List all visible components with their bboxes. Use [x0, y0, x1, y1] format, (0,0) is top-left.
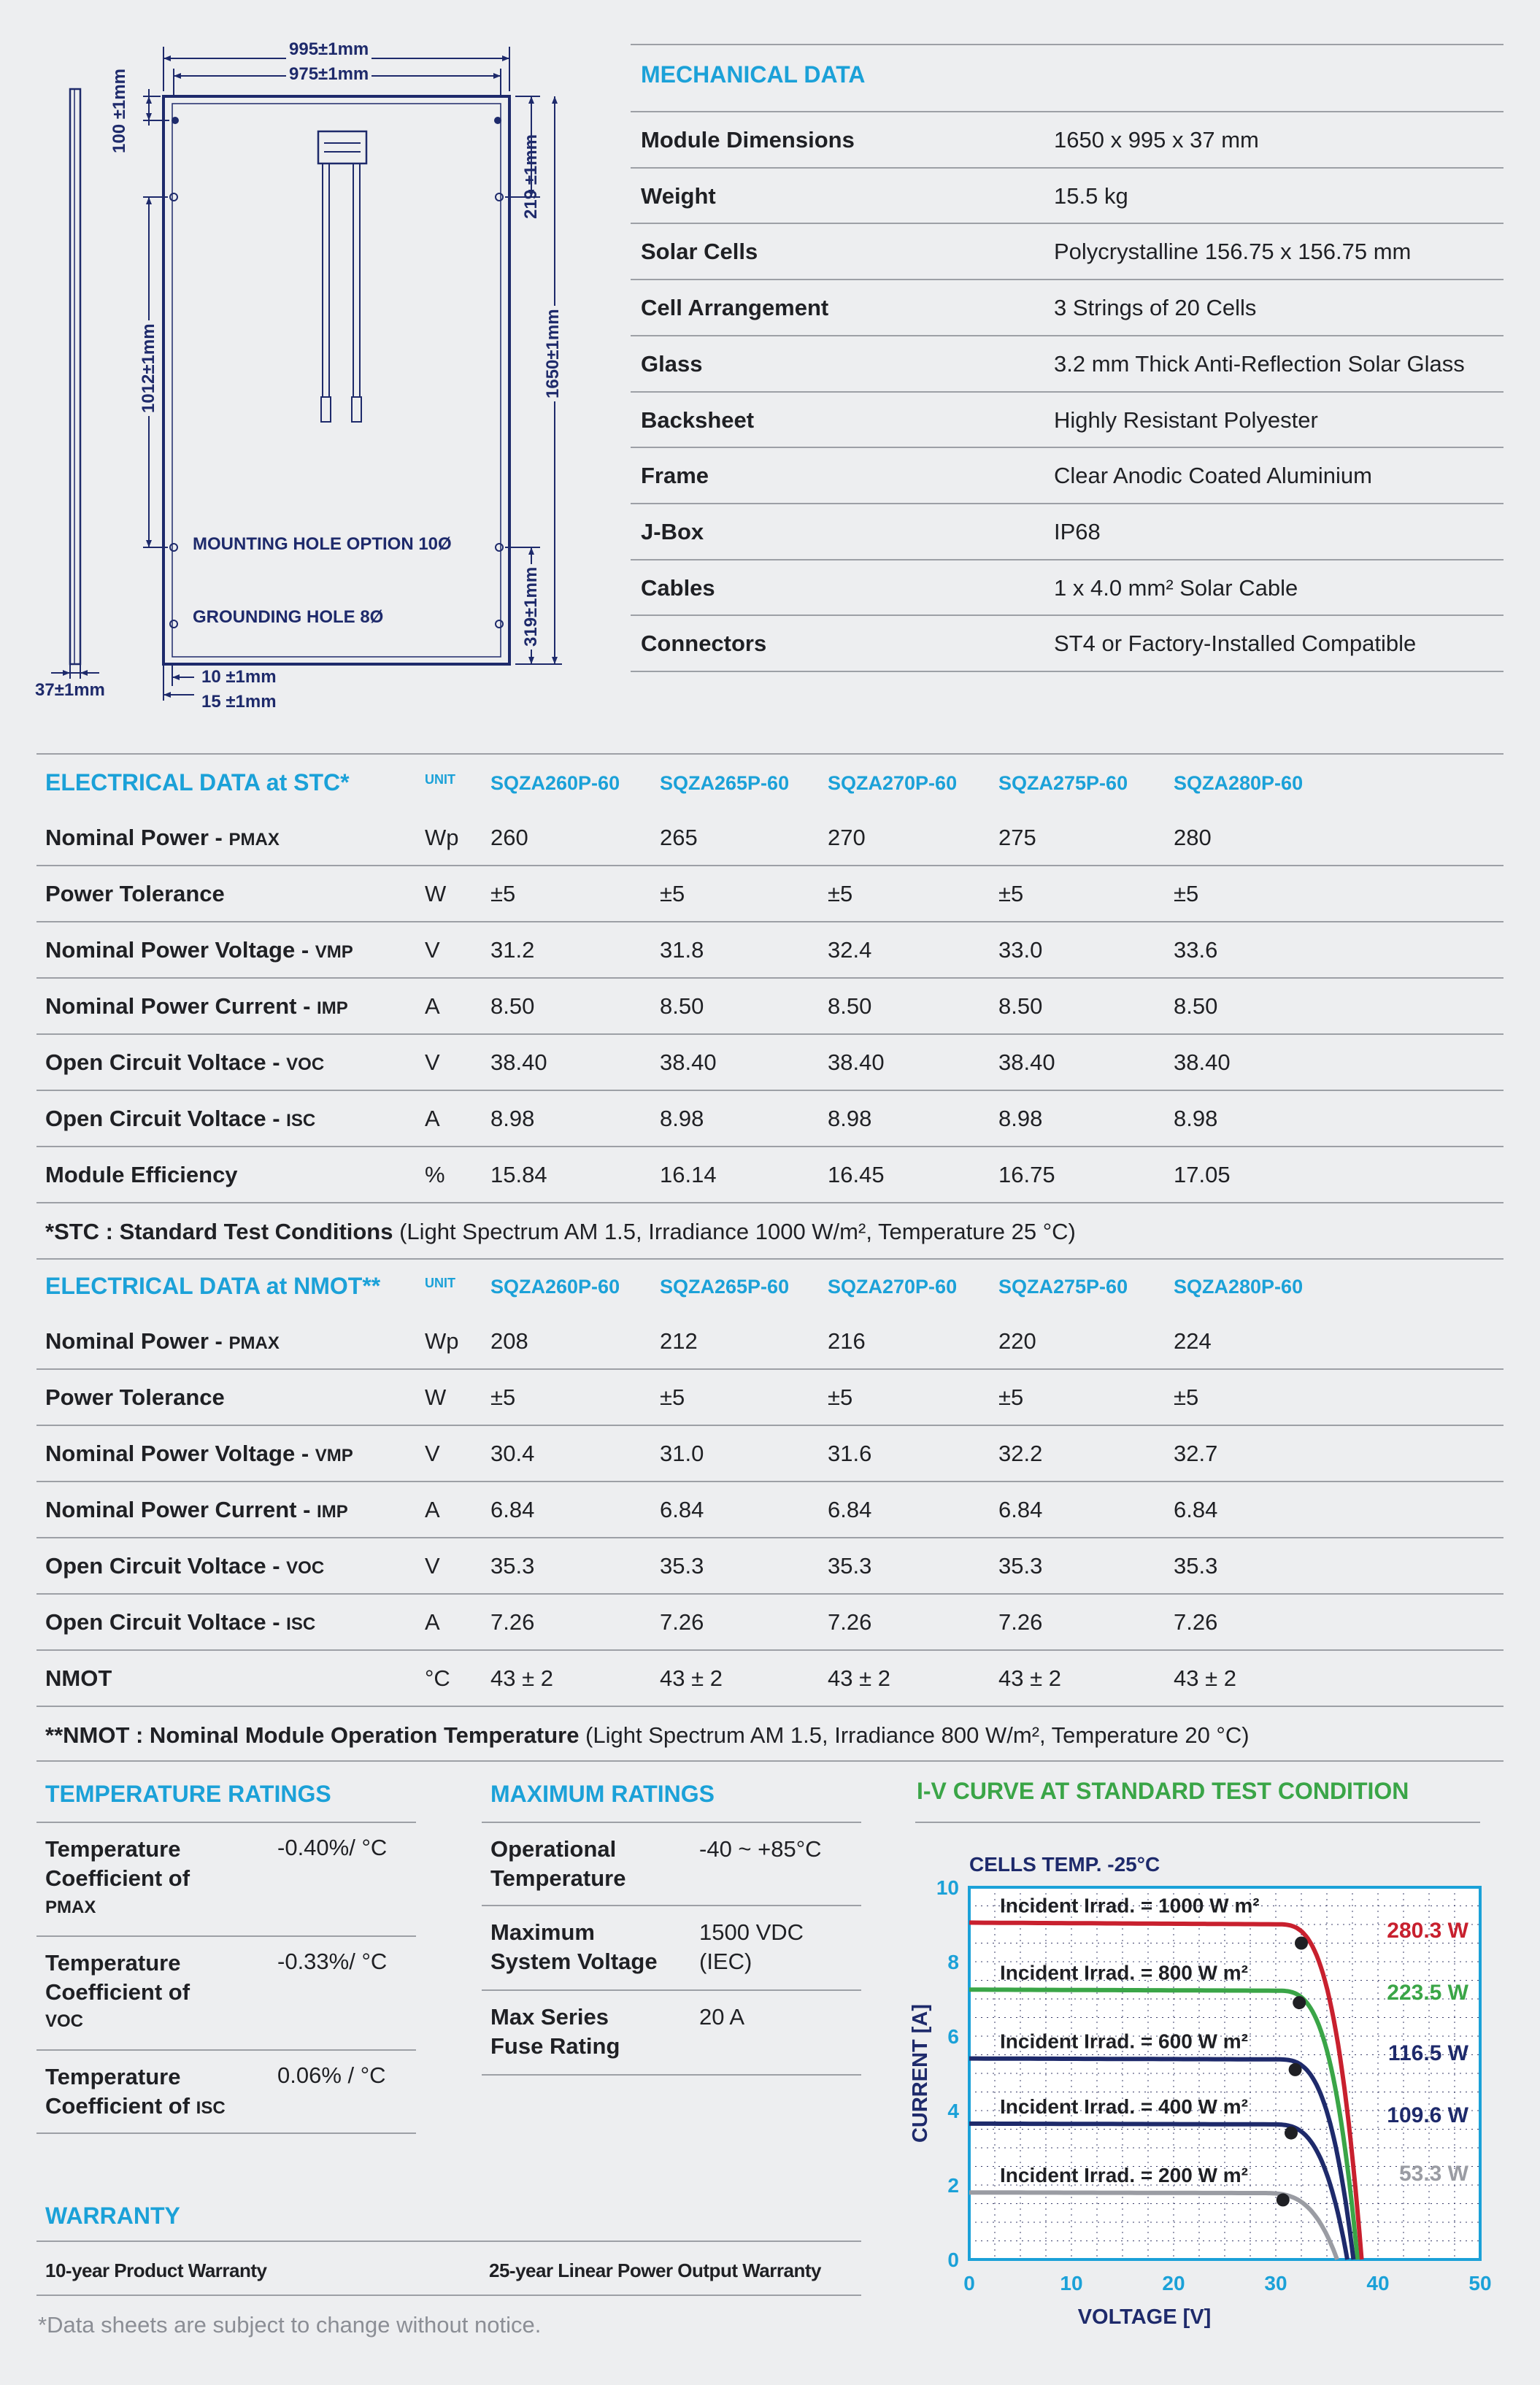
param-unit: °C — [425, 1665, 450, 1691]
param-value: 208 — [490, 1328, 528, 1354]
max-label — [490, 2003, 620, 2061]
param-label-text: Nominal Power Current - — [45, 1497, 317, 1522]
row-divider — [482, 1989, 861, 1991]
param-value: 38.40 — [1174, 1049, 1231, 1075]
series-power-label: 223.5 W — [1387, 1981, 1468, 2005]
model-header: SQZA265P-60 — [660, 772, 790, 794]
param-value: 35.3 — [828, 1553, 872, 1579]
series-label: Incident Irrad. = 200 W m² — [1000, 2164, 1248, 2187]
grounding-hole-label: GROUNDING HOLE 8Ø — [193, 607, 384, 627]
param-value: 275 — [998, 825, 1036, 850]
param-unit: A — [425, 1609, 440, 1635]
param-unit: A — [425, 1106, 440, 1131]
series-label: Incident Irrad. = 600 W m² — [1000, 2030, 1248, 2053]
param-label-text: Power Tolerance — [45, 881, 225, 906]
param-value: 7.26 — [1174, 1609, 1218, 1635]
param-value: 33.0 — [998, 937, 1043, 963]
param-value: ±5 — [828, 881, 853, 906]
cable-right — [353, 163, 360, 397]
mech-label: Connectors — [641, 631, 767, 657]
series-label: Incident Irrad. = 1000 W m² — [1000, 1894, 1260, 1917]
param-value: 280 — [1174, 825, 1212, 850]
x-tick-label: 10 — [1060, 2272, 1083, 2295]
param-value: 38.40 — [490, 1049, 547, 1075]
row-divider — [631, 223, 1504, 224]
max-label-line: Operational — [490, 1836, 617, 1862]
mech-label: J-Box — [641, 518, 704, 544]
nmot-note-bold: **NMOT : Nominal Module Operation Temperature — [45, 1722, 580, 1748]
max-value-line: (IEC) — [699, 1949, 752, 1974]
y-axis-label: CURRENT [A] — [909, 2003, 932, 2143]
param-value: 35.3 — [1174, 1553, 1218, 1579]
param-value: 35.3 — [660, 1553, 704, 1579]
row-divider — [36, 1033, 1504, 1035]
param-value: 35.3 — [998, 1553, 1043, 1579]
warranty-power: 25-year Linear Power Output Warranty — [489, 2259, 821, 2281]
param-value: 30.4 — [490, 1441, 535, 1466]
row-divider — [36, 1593, 1504, 1595]
row-divider — [36, 1146, 1504, 1147]
param-unit: A — [425, 1497, 440, 1522]
temp-label-sub: ISC — [196, 2098, 226, 2118]
max-value-line: 20 A — [699, 2004, 745, 2030]
stc-title: ELECTRICAL DATA at STC* — [45, 769, 350, 795]
param-value: 32.7 — [1174, 1441, 1218, 1466]
temp-label-sub: VOC — [45, 2011, 84, 2031]
param-value: 43 ± 2 — [1174, 1665, 1236, 1691]
param-value: ±5 — [490, 1384, 516, 1410]
series-label: Incident Irrad. = 400 W m² — [1000, 2095, 1248, 2118]
max-value-line: 1500 VDC — [699, 1919, 804, 1945]
model-header: SQZA260P-60 — [490, 772, 620, 794]
mech-value: 1650 x 995 x 37 mm — [1054, 127, 1259, 153]
model-header: SQZA260P-60 — [490, 1276, 620, 1298]
max-label-line: System Voltage — [490, 1949, 658, 1974]
param-label — [45, 881, 225, 907]
param-label-sub: PMAX — [228, 1333, 280, 1353]
param-value: ±5 — [490, 881, 516, 906]
param-value: 6.84 — [828, 1497, 872, 1522]
mpp-marker — [1285, 2127, 1298, 2140]
maximum-title: MAXIMUM RATINGS — [490, 1781, 715, 1807]
param-value: 31.2 — [490, 937, 535, 963]
param-value: 43 ± 2 — [490, 1665, 553, 1691]
param-label-sub: VMP — [315, 1446, 353, 1465]
x-tick-label: 40 — [1366, 2272, 1390, 2295]
stc-note-text: (Light Spectrum AM 1.5, Irradiance 1000 W/m², Temperature 25 °C) — [393, 1219, 1076, 1244]
row-divider — [36, 1481, 1504, 1482]
mech-label: Solar Cells — [641, 239, 758, 265]
param-label — [45, 937, 353, 963]
series-power-label: 109.6 W — [1387, 2103, 1468, 2127]
mounting-hole-label: MOUNTING HOLE OPTION 10Ø — [193, 534, 452, 554]
row-divider — [482, 1905, 861, 1906]
model-header: SQZA280P-60 — [1174, 1276, 1304, 1298]
mech-value: ST4 or Factory-Installed Compatible — [1054, 631, 1417, 657]
max-value-line: -40 ~ +85°C — [699, 1836, 822, 1862]
nmot-note — [45, 1722, 1250, 1749]
module-frame — [163, 96, 509, 664]
x-tick-label: 30 — [1264, 2272, 1287, 2295]
row-divider — [631, 614, 1504, 616]
param-value: 31.0 — [660, 1441, 704, 1466]
param-label-sub: VOC — [286, 1558, 325, 1578]
model-header: SQZA270P-60 — [828, 1276, 958, 1298]
param-label-sub: IMP — [317, 1502, 348, 1522]
param-value: 8.50 — [490, 993, 535, 1019]
stc-note-bold: *STC : Standard Test Conditions — [45, 1219, 393, 1244]
series-power-label: 116.5 W — [1387, 2041, 1468, 2065]
param-value: 8.50 — [828, 993, 872, 1019]
param-unit: % — [425, 1162, 445, 1187]
param-unit: Wp — [425, 825, 459, 850]
y-tick-label: 8 — [947, 1951, 959, 1973]
model-header: SQZA265P-60 — [660, 1276, 790, 1298]
row-divider — [631, 671, 1504, 672]
model-header: SQZA280P-60 — [1174, 772, 1304, 794]
param-value: 8.50 — [998, 993, 1043, 1019]
temp-value: -0.33%/ °C — [277, 1949, 388, 1974]
mech-label: Backsheet — [641, 407, 755, 433]
param-label — [45, 825, 280, 851]
footnote: *Data sheets are subject to change without notice. — [38, 2312, 542, 2338]
row-divider — [36, 977, 1504, 979]
param-value: 8.98 — [998, 1106, 1043, 1131]
param-value: 32.2 — [998, 1441, 1043, 1466]
mech-label: Cables — [641, 574, 715, 601]
param-label-sub: PMAX — [228, 830, 280, 849]
side-profile-frame — [70, 89, 80, 664]
param-value: 7.26 — [828, 1609, 872, 1635]
mech-value: Polycrystalline 156.75 x 156.75 mm — [1054, 239, 1412, 265]
param-unit: V — [425, 937, 440, 963]
max-value — [699, 1835, 822, 1864]
param-unit: A — [425, 993, 440, 1019]
param-label — [45, 1665, 112, 1692]
nmot-title: ELECTRICAL DATA at NMOT** — [45, 1273, 381, 1299]
param-value: 16.75 — [998, 1162, 1055, 1187]
param-unit: V — [425, 1049, 440, 1075]
row-divider — [631, 447, 1504, 448]
y-tick-label: 0 — [947, 2249, 959, 2271]
row-divider — [36, 1935, 416, 1937]
mech-label: Glass — [641, 350, 703, 377]
y-tick-label: 10 — [936, 1876, 959, 1899]
mech-label: Module Dimensions — [641, 127, 855, 153]
dim-10: 10 ±1mm — [201, 667, 277, 687]
param-value: 33.6 — [1174, 937, 1218, 963]
param-label-text: Open Circuit Voltace - — [45, 1553, 287, 1579]
stc-unit-header: UNIT — [425, 772, 455, 787]
param-label-text: Nominal Power - — [45, 825, 229, 850]
junction-box-icon — [318, 131, 366, 163]
param-value: 7.26 — [490, 1609, 535, 1635]
dim-1012: 1012±1mm — [139, 320, 159, 416]
warranty-product: 10-year Product Warranty — [45, 2259, 267, 2281]
dim-top: 100 ±1mm — [109, 69, 129, 153]
row-divider — [631, 167, 1504, 169]
param-value: ±5 — [998, 881, 1024, 906]
param-label — [45, 1106, 315, 1132]
temp-value: -0.40%/ °C — [277, 1835, 388, 1860]
series-power-label: 280.3 W — [1387, 1919, 1468, 1943]
param-value: 212 — [660, 1328, 698, 1354]
param-label — [45, 1049, 324, 1076]
param-unit: V — [425, 1441, 440, 1466]
param-value: 43 ± 2 — [660, 1665, 723, 1691]
temp-label — [45, 2062, 226, 2123]
param-label — [45, 1162, 238, 1188]
param-value: 38.40 — [998, 1049, 1055, 1075]
dim-width-inner: 975±1mm — [286, 64, 371, 85]
mech-value: Clear Anodic Coated Aluminium — [1054, 463, 1372, 489]
max-label-line: Maximum — [490, 1919, 595, 1945]
row-divider — [36, 1649, 1504, 1651]
model-header: SQZA275P-60 — [998, 772, 1128, 794]
row-divider — [36, 1202, 1504, 1203]
max-label-line: Max Series — [490, 2004, 609, 2030]
param-label-sub: VMP — [315, 942, 353, 962]
mech-label: Weight — [641, 182, 716, 209]
warranty-title: WARRANTY — [45, 2203, 180, 2229]
row-divider — [631, 279, 1504, 280]
dim-width-outer: 995±1mm — [286, 39, 371, 60]
x-tick-label: 20 — [1162, 2272, 1185, 2295]
temperature-title: TEMPERATURE RATINGS — [45, 1781, 331, 1807]
param-unit: W — [425, 881, 447, 906]
series-power-label: 53.3 W — [1398, 2162, 1468, 2186]
param-label-text: Nominal Power Current - — [45, 993, 317, 1019]
row-divider — [36, 1090, 1504, 1091]
param-value: 8.98 — [490, 1106, 535, 1131]
param-unit: Wp — [425, 1328, 459, 1354]
nmot-note-text: (Light Spectrum AM 1.5, Irradiance 800 W/m², Temperature 20 °C) — [579, 1722, 1250, 1748]
param-value: 220 — [998, 1328, 1036, 1354]
param-value: 8.98 — [660, 1106, 704, 1131]
row-divider — [36, 2049, 416, 2051]
param-value: 6.84 — [490, 1497, 535, 1522]
param-label — [45, 1497, 348, 1523]
param-value: 7.26 — [998, 1609, 1043, 1635]
y-tick-label: 4 — [947, 2100, 959, 2122]
param-label-text: Nominal Power Voltage - — [45, 937, 315, 963]
param-value: 32.4 — [828, 937, 872, 963]
param-label — [45, 1384, 225, 1411]
series-label: Incident Irrad. = 800 W m² — [1000, 1961, 1248, 1984]
param-label-sub: IMP — [317, 998, 348, 1018]
param-value: 8.98 — [1174, 1106, 1218, 1131]
param-label-text: Open Circuit Voltace - — [45, 1049, 287, 1075]
temp-label-line: Temperature — [45, 1836, 181, 1862]
nmot-unit-header: UNIT — [425, 1276, 455, 1290]
param-label-text: Open Circuit Voltace - — [45, 1106, 287, 1131]
param-label-text: Nominal Power - — [45, 1328, 229, 1354]
param-value: 8.50 — [660, 993, 704, 1019]
row-divider — [36, 921, 1504, 922]
param-label-text: Module Efficiency — [45, 1162, 238, 1187]
param-unit: W — [425, 1384, 447, 1410]
model-header: SQZA275P-60 — [998, 1276, 1128, 1298]
temp-value: 0.06% / °C — [277, 2062, 386, 2088]
param-value: 216 — [828, 1328, 866, 1354]
param-value: 16.14 — [660, 1162, 717, 1187]
mech-value: 3.2 mm Thick Anti-Reflection Solar Glass — [1054, 350, 1465, 377]
mech-label: Cell Arrangement — [641, 295, 829, 321]
row-divider — [631, 391, 1504, 393]
row-divider — [36, 1368, 1504, 1370]
temp-label-line: Temperature — [45, 1950, 181, 1976]
param-label — [45, 1441, 353, 1467]
mechanical-title: MECHANICAL DATA — [641, 61, 866, 88]
row-divider — [631, 559, 1504, 560]
param-value: 31.8 — [660, 937, 704, 963]
temp-label-line: Temperature — [45, 2064, 181, 2089]
dim-319: 319±1mm — [521, 564, 542, 650]
param-value: 265 — [660, 825, 698, 850]
row-divider — [36, 1537, 1504, 1538]
row-divider — [36, 1706, 1504, 1707]
param-value: 224 — [1174, 1328, 1212, 1354]
param-value: ±5 — [828, 1384, 853, 1410]
max-label-line: Fuse Rating — [490, 2033, 620, 2059]
param-value: 35.3 — [490, 1553, 535, 1579]
param-value: 31.6 — [828, 1441, 872, 1466]
param-label-text: Nominal Power Voltage - — [45, 1441, 315, 1466]
row-divider — [36, 865, 1504, 866]
temp-label-line: Coefficient of — [45, 1865, 190, 1891]
dim-15: 15 ±1mm — [201, 692, 277, 712]
param-value: 38.40 — [828, 1049, 885, 1075]
param-label — [45, 1553, 324, 1579]
temp-label-line: Coefficient of — [45, 2093, 196, 2119]
chart-title: I-V CURVE AT STANDARD TEST CONDITION — [917, 1778, 1409, 1804]
cable-left — [323, 163, 329, 397]
param-value: 6.84 — [1174, 1497, 1218, 1522]
mech-value: 3 Strings of 20 Cells — [1054, 295, 1257, 321]
dim-37: 37±1mm — [35, 680, 105, 700]
max-value — [699, 1918, 804, 1976]
param-label — [45, 1328, 280, 1355]
max-label-line: Temperature — [490, 1865, 626, 1891]
mech-value: IP68 — [1054, 518, 1101, 544]
temp-label-line: Coefficient of — [45, 1979, 190, 2005]
temp-label-sub: PMAX — [45, 1897, 96, 1917]
param-value: 270 — [828, 825, 866, 850]
mpp-marker — [1289, 2063, 1302, 2076]
param-label-text: Open Circuit Voltace - — [45, 1609, 287, 1635]
row-divider — [482, 2074, 861, 2076]
param-value: 260 — [490, 825, 528, 850]
mech-value: 1 x 4.0 mm² Solar Cable — [1054, 574, 1298, 601]
max-label — [490, 1835, 626, 1893]
param-label-sub: VOC — [286, 1055, 325, 1074]
y-tick-label: 2 — [947, 2174, 959, 2197]
param-value: ±5 — [1174, 1384, 1199, 1410]
stc-note — [45, 1219, 1076, 1245]
x-tick-label: 50 — [1468, 2272, 1492, 2295]
iv-curve-chart — [905, 1832, 1518, 2328]
mech-value: 15.5 kg — [1054, 182, 1128, 209]
param-value: 7.26 — [660, 1609, 704, 1635]
param-value: ±5 — [660, 1384, 685, 1410]
param-unit: V — [425, 1553, 440, 1579]
param-value: 6.84 — [660, 1497, 704, 1522]
param-value: 17.05 — [1174, 1162, 1231, 1187]
param-value: 8.50 — [1174, 993, 1218, 1019]
param-value: 16.45 — [828, 1162, 885, 1187]
param-value: 6.84 — [998, 1497, 1043, 1522]
param-value: ±5 — [1174, 881, 1199, 906]
param-value: 43 ± 2 — [828, 1665, 890, 1691]
mpp-marker — [1293, 1996, 1306, 2009]
dim-1650: 1650±1mm — [543, 306, 563, 401]
row-divider — [631, 335, 1504, 336]
chart-subtitle: CELLS TEMP. -25°C — [969, 1853, 1160, 1876]
max-value — [699, 2003, 744, 2032]
param-label-text: Power Tolerance — [45, 1384, 225, 1410]
temp-label — [45, 1835, 190, 1922]
param-value: ±5 — [998, 1384, 1024, 1410]
x-tick-label: 0 — [963, 2272, 975, 2295]
row-divider — [631, 503, 1504, 504]
param-value: ±5 — [660, 881, 685, 906]
param-value: 15.84 — [490, 1162, 547, 1187]
dim-219: 219 ±1mm — [521, 134, 541, 219]
param-value: 8.98 — [828, 1106, 872, 1131]
max-label — [490, 1918, 658, 1976]
mpp-marker — [1277, 2193, 1290, 2206]
temp-label — [45, 1949, 190, 2036]
param-label-text: NMOT — [45, 1665, 112, 1691]
mech-label: Frame — [641, 463, 709, 489]
param-label — [45, 1609, 315, 1635]
param-value: 38.40 — [660, 1049, 717, 1075]
param-label — [45, 993, 348, 1020]
x-axis-label: VOLTAGE [V] — [1077, 2305, 1212, 2328]
model-header: SQZA270P-60 — [828, 772, 958, 794]
y-tick-label: 6 — [947, 2025, 959, 2048]
row-divider — [36, 1425, 1504, 1426]
row-divider — [36, 2132, 416, 2134]
param-value: 43 ± 2 — [998, 1665, 1061, 1691]
mech-value: Highly Resistant Polyester — [1054, 407, 1318, 433]
param-label-sub: ISC — [286, 1111, 316, 1130]
param-label-sub: ISC — [286, 1614, 316, 1634]
mpp-marker — [1295, 1937, 1308, 1950]
